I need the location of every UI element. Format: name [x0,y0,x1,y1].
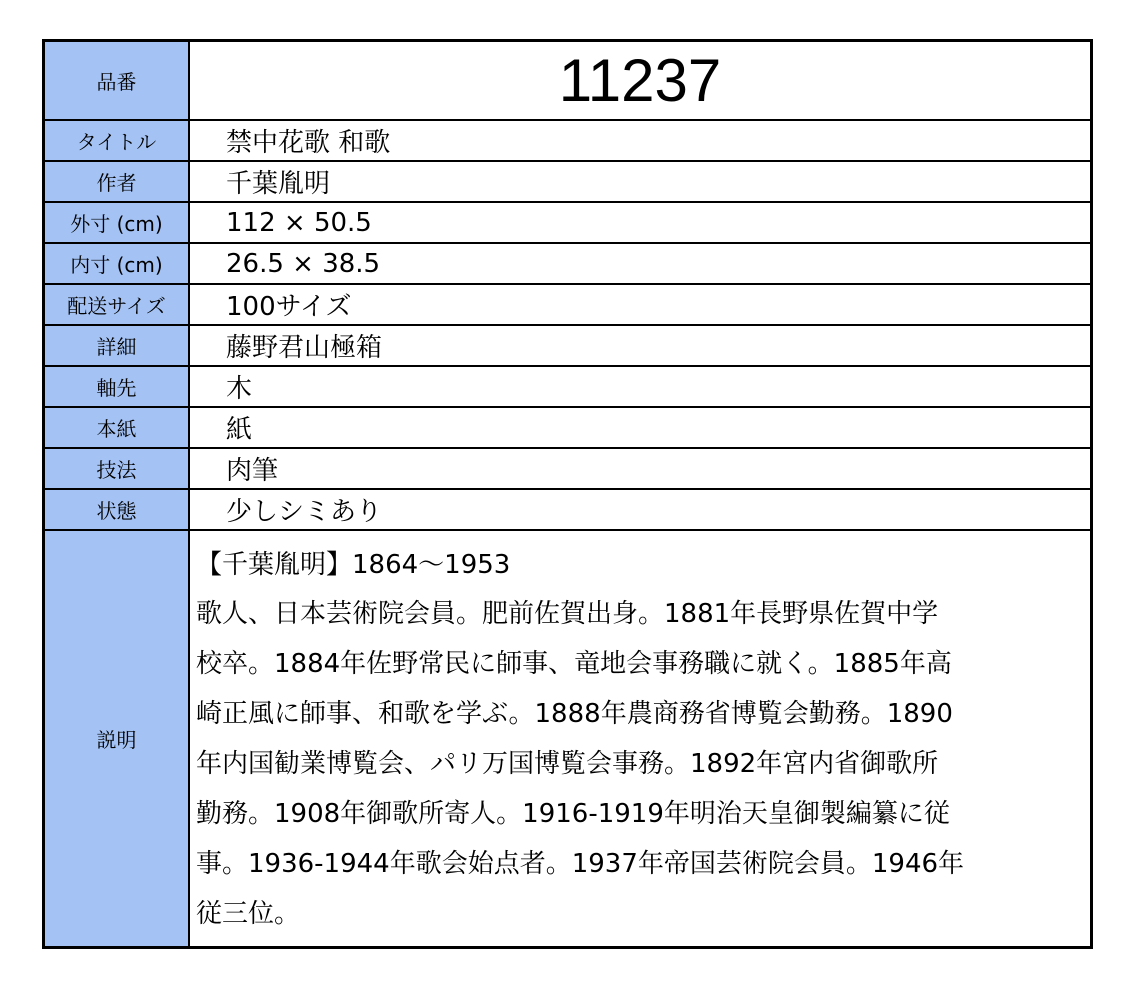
description-line: 年内国勧業博覧会、パリ万国博覧会事務。1892年宮内省御歌所 [196,749,939,779]
shipping-size-value: 100サイズ [190,285,1090,326]
description-line: 事。1936-1944年歌会始点者。1937年帝国芸術院会員。1946年 [196,849,965,879]
details-value: 藤野君山極箱 [190,326,1090,367]
description-line: 従三位。 [196,899,301,929]
row-label-shipping-size: 配送サイズ [45,285,190,326]
description-line: 崎正風に師事、和歌を学ぶ。1888年農商務省博覧会勤務。1890 [196,699,953,729]
row-label-author: 作者 [45,162,190,203]
row-label-roller-end: 軸先 [45,367,190,408]
main-paper-value: 紙 [190,408,1090,449]
roller-end-value: 木 [190,367,1090,408]
row-label-title: タイトル [45,121,190,162]
row-label-condition: 状態 [45,490,190,531]
title-value: 禁中花歌 和歌 [190,121,1090,162]
inner-size-value: 26.5 × 38.5 [190,244,1090,285]
row-label-outer-size: 外寸 (cm) [45,203,190,244]
description-line: 歌人、日本芸術院会員。肥前佐賀出身。1881年長野県佐賀中学 [196,599,939,629]
description-line: 勤務。1908年御歌所寄人。1916-1919年明治天皇御製編纂に従 [196,799,950,829]
outer-size-value: 112 × 50.5 [190,203,1090,244]
condition-value: 少しシミあり [190,490,1090,531]
row-label-details: 詳細 [45,326,190,367]
row-label-technique: 技法 [45,449,190,490]
row-label-item-number: 品番 [45,42,190,121]
description-body [190,531,1090,946]
row-label-main-paper: 本紙 [45,408,190,449]
item-number: 11237 [190,42,1090,121]
description-line: 校卒。1884年佐野常民に師事、竜地会事務職に就く。1885年高 [196,649,952,679]
author-value: 千葉胤明 [190,162,1090,203]
description-heading: 【千葉胤明】1864〜1953 [196,550,511,580]
row-label-inner-size: 内寸 (cm) [45,244,190,285]
row-label-description: 説明 [45,531,190,946]
product-info-table [42,39,1093,949]
technique-value: 肉筆 [190,449,1090,490]
